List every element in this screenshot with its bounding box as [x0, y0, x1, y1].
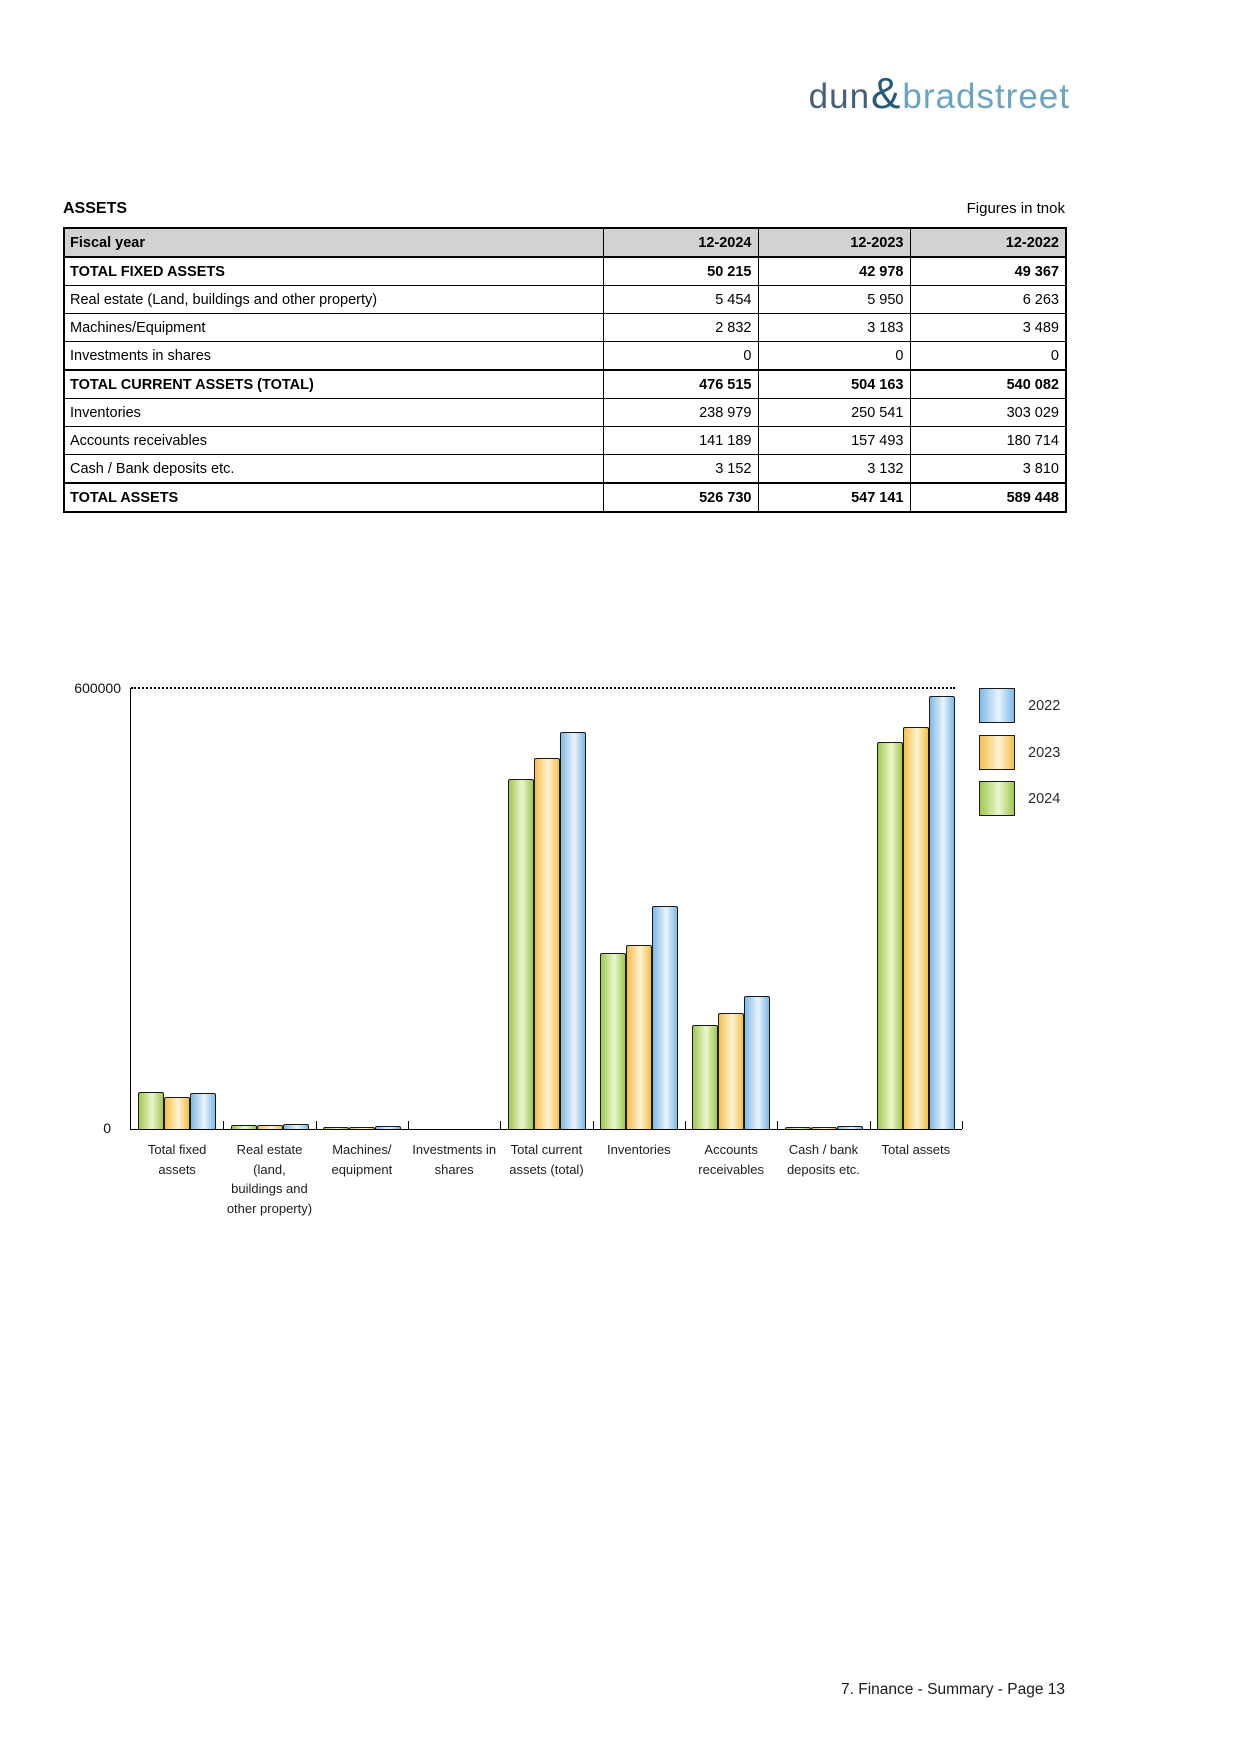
bar-2024 — [231, 1125, 257, 1129]
column-header: 12-2023 — [758, 228, 910, 257]
y-axis-line — [130, 688, 131, 1130]
row-label: Inventories — [64, 399, 603, 427]
legend-swatch-2024 — [979, 781, 1015, 816]
column-header: 12-2022 — [910, 228, 1066, 257]
x-axis-tick — [870, 1121, 871, 1129]
units-note: Figures in tnok — [966, 200, 1065, 217]
bar-2024 — [138, 1092, 164, 1129]
cell-value: 3 489 — [910, 314, 1066, 342]
row-label: Real estate (Land, buildings and other property) — [64, 286, 603, 314]
x-axis-tick — [223, 1121, 224, 1129]
cell-value: 303 029 — [910, 399, 1066, 427]
bar-2022 — [375, 1126, 401, 1129]
bar-2022 — [929, 696, 955, 1129]
cell-value: 141 189 — [603, 427, 758, 455]
bar-2023 — [718, 1013, 744, 1129]
bar-2022 — [283, 1124, 309, 1129]
page-footer: 7. Finance - Summary - Page 13 — [841, 1681, 1065, 1698]
bar-2024 — [785, 1127, 811, 1129]
logo-text-bradstreet: bradstreet — [902, 77, 1070, 116]
cell-value: 3 183 — [758, 314, 910, 342]
bar-2024 — [600, 953, 626, 1129]
row-label: Machines/Equipment — [64, 314, 603, 342]
legend-swatch-2023 — [979, 735, 1015, 770]
x-axis-label-line: Machines/ — [332, 1142, 392, 1157]
bar-2022 — [652, 906, 678, 1129]
bar-2024 — [323, 1127, 349, 1129]
row-label: TOTAL FIXED ASSETS — [64, 257, 603, 286]
bar-2022 — [190, 1093, 216, 1129]
x-axis-category-label — [402, 1140, 506, 1179]
cell-value: 526 730 — [603, 483, 758, 512]
logo-text-dun: dun — [808, 77, 871, 116]
x-axis-tick — [777, 1121, 778, 1129]
row-label: Investments in shares — [64, 342, 603, 371]
x-axis-category-label — [771, 1140, 875, 1179]
cell-value: 238 979 — [603, 399, 758, 427]
cell-value: 3 152 — [603, 455, 758, 484]
x-axis-label-line: (land, — [253, 1161, 286, 1177]
y-axis-tick-label-zero: 0 — [103, 1120, 111, 1136]
bar-2023 — [534, 758, 560, 1129]
x-axis-label-line: buildings and — [231, 1181, 308, 1196]
y-axis-tick-label-max: 600000 — [74, 680, 121, 696]
x-axis-label-line: Accounts — [704, 1142, 758, 1157]
cell-value: 3 132 — [758, 455, 910, 484]
cell-value: 0 — [603, 342, 758, 371]
x-axis-label-line: Investments in — [412, 1142, 497, 1157]
x-axis-label-line: Inventories — [607, 1142, 671, 1157]
x-axis-label-line: assets — [158, 1161, 196, 1177]
bar-2023 — [257, 1125, 283, 1129]
bar-2023 — [811, 1127, 837, 1129]
legend-label-2022: 2022 — [1028, 698, 1061, 714]
cell-value: 50 215 — [603, 257, 758, 286]
x-axis-category-label — [864, 1140, 968, 1160]
cell-value: 5 950 — [758, 286, 910, 314]
x-axis-line — [130, 1129, 962, 1130]
bar-2023 — [903, 727, 929, 1129]
cell-value: 42 978 — [758, 257, 910, 286]
cell-value: 250 541 — [758, 399, 910, 427]
legend-label-2024: 2024 — [1028, 791, 1061, 807]
legend-swatch-2022 — [979, 688, 1015, 723]
cell-value: 540 082 — [910, 370, 1066, 399]
bar-2024 — [692, 1025, 718, 1129]
cell-value: 5 454 — [603, 286, 758, 314]
x-axis-category-label — [679, 1140, 783, 1179]
cell-value: 157 493 — [758, 427, 910, 455]
x-axis-label-line: receivables — [698, 1161, 765, 1177]
row-label: TOTAL ASSETS — [64, 483, 603, 512]
bar-2022 — [837, 1126, 863, 1129]
row-label: TOTAL CURRENT ASSETS (TOTAL) — [64, 370, 603, 399]
bar-2024 — [508, 779, 534, 1129]
x-axis-category-label — [494, 1140, 598, 1179]
x-axis-category-label — [587, 1140, 691, 1160]
column-header: 12-2024 — [603, 228, 758, 257]
x-axis-label-line: Total assets — [881, 1142, 951, 1157]
x-axis-tick — [685, 1121, 686, 1129]
cell-value: 476 515 — [603, 370, 758, 399]
cell-value: 49 367 — [910, 257, 1066, 286]
x-axis-label-line: equipment — [331, 1161, 393, 1177]
x-axis-tick — [316, 1121, 317, 1129]
column-header: Fiscal year — [64, 228, 603, 257]
x-axis-label-line: assets (total) — [509, 1161, 584, 1177]
legend-label-2023: 2023 — [1028, 744, 1061, 761]
gridline-600000 — [131, 687, 955, 689]
cell-value: 2 832 — [603, 314, 758, 342]
bar-2022 — [744, 996, 770, 1129]
x-axis-tick — [962, 1121, 963, 1129]
cell-value: 0 — [758, 342, 910, 371]
bar-2023 — [164, 1097, 190, 1129]
cell-value: 180 714 — [910, 427, 1066, 455]
row-label: Cash / Bank deposits etc. — [64, 455, 603, 484]
section-title: ASSETS — [63, 200, 128, 217]
row-label: Accounts receivables — [64, 427, 603, 455]
x-axis-label-line: deposits etc. — [786, 1161, 860, 1177]
x-axis-tick — [500, 1121, 501, 1129]
cell-value: 6 263 — [910, 286, 1066, 314]
x-axis-category-label — [125, 1140, 229, 1179]
cell-value: 589 448 — [910, 483, 1066, 512]
x-axis-label-line: shares — [434, 1161, 474, 1177]
logo-ampersand-icon: & — [871, 69, 902, 118]
x-axis-label-line: Real estate — [236, 1142, 303, 1157]
x-axis-label-line: Total current — [510, 1142, 583, 1157]
x-axis-tick — [593, 1121, 594, 1129]
cell-value: 3 810 — [910, 455, 1066, 484]
x-axis-label-line: Cash / bank — [788, 1142, 859, 1157]
x-axis-category-label — [217, 1140, 321, 1218]
cell-value: 547 141 — [758, 483, 910, 512]
cell-value: 504 163 — [758, 370, 910, 399]
x-axis-category-label — [310, 1140, 414, 1179]
x-axis-label-line: Total fixed — [147, 1142, 207, 1157]
bar-2023 — [349, 1127, 375, 1129]
x-axis-label-line: other property) — [226, 1200, 313, 1216]
bar-2024 — [877, 742, 903, 1129]
bar-2022 — [560, 732, 586, 1129]
x-axis-tick — [408, 1121, 409, 1129]
bar-2023 — [626, 945, 652, 1129]
cell-value: 0 — [910, 342, 1066, 371]
